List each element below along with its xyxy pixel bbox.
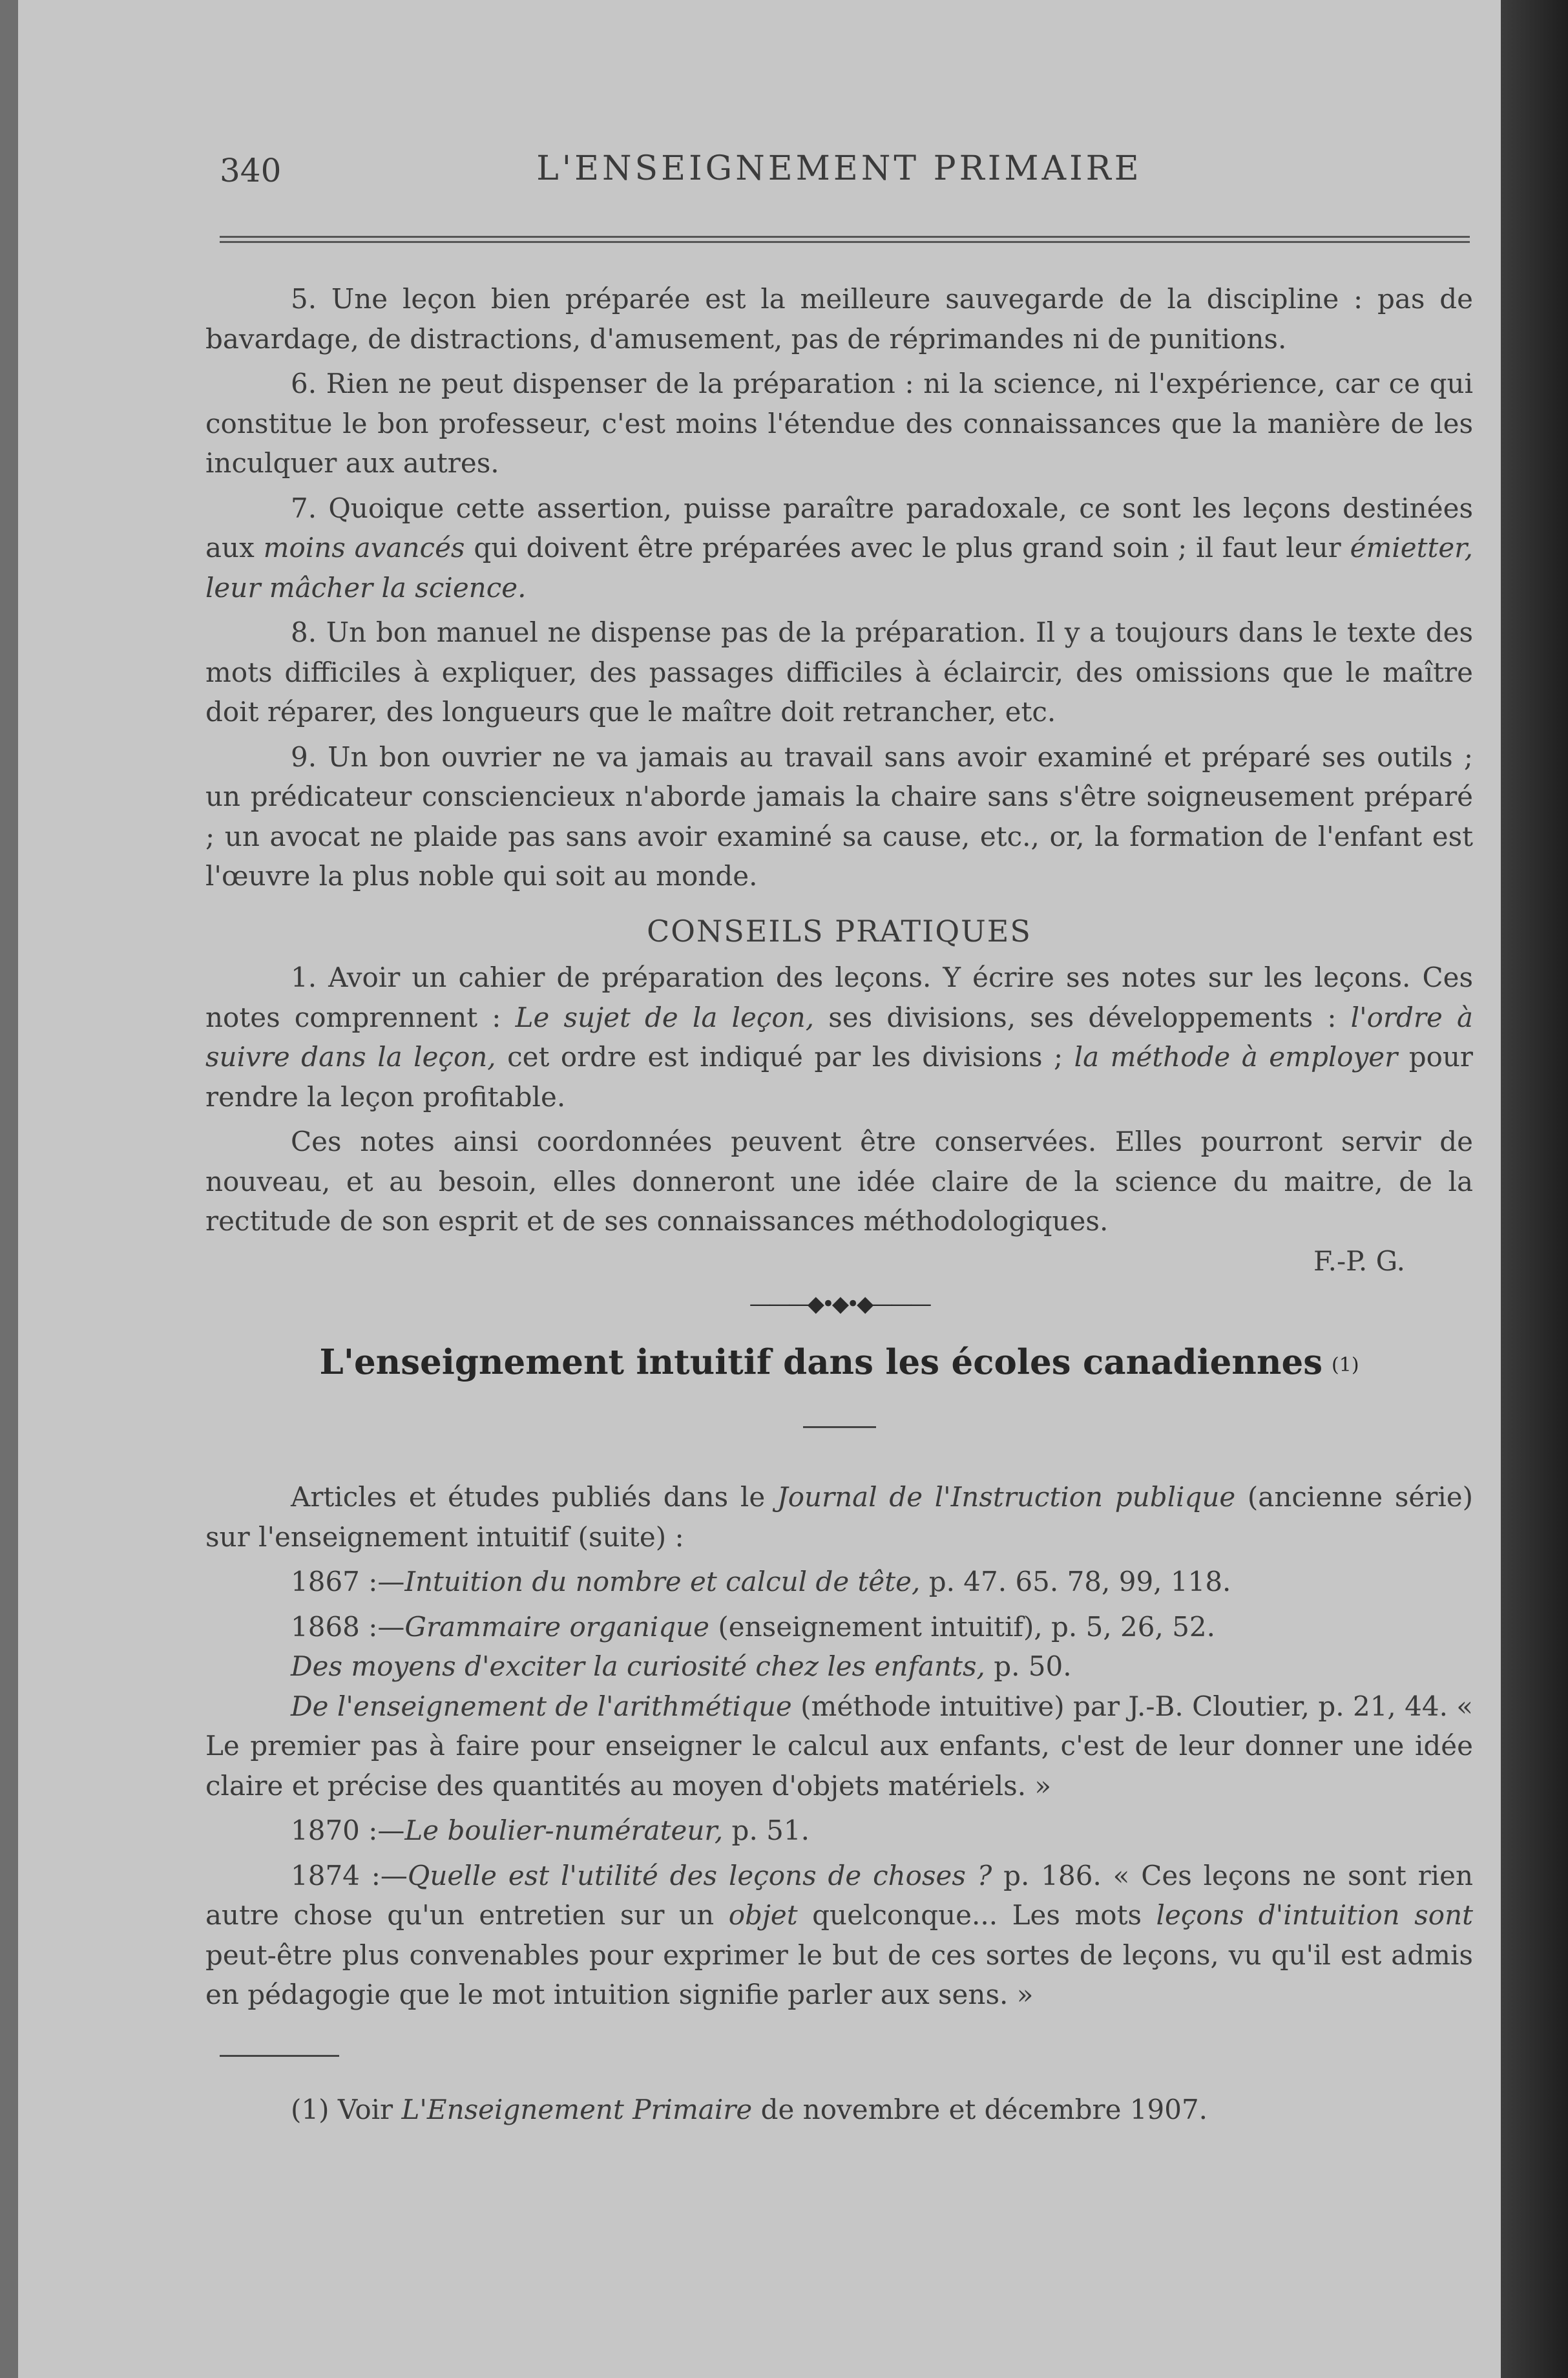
header-rule-bottom — [220, 241, 1470, 243]
header-rule-top — [220, 236, 1470, 238]
article-title: L'enseignement intuitif dans les écoles canadiennes (1) — [319, 1342, 1359, 1382]
footnote-text: (1) Voir L'Enseignement Primaire de novembre et décembre 1907. — [291, 2094, 1208, 2125]
paragraph-8: 8. Un bon manuel ne dispense pas de la préparation. Il y a toujours dans le texte des mots difficiles à expliquer, des passages difficiles à éclaircir, des omissions que le maître doit réparer, des longueurs que le maître doit retrancher, etc. — [205, 616, 1473, 728]
footnote-area — [205, 2055, 1473, 2129]
page-body — [205, 279, 1473, 2015]
footnote-ref: (1) — [1332, 1353, 1359, 1376]
author-signature: F.-P. G. — [1313, 1245, 1405, 1277]
paragraph-9: 9. Un bon ouvrier ne va jamais au travail sans avoir examiné et préparé ses outils ; un prédicateur consciencieux n'aborde jamais la chaire sans s'être soigneusement préparé ; un avocat ne plaide pas sans avoir examiné sa cause, etc., or, la formation de l'enfant est l'œuvre la plus noble qui soit au monde. — [205, 741, 1473, 892]
running-title: L'ENSEIGNEMENT PRIMAIRE — [536, 149, 1142, 188]
entry-curiosite: Des moyens d'exciter la curiosité chez les enfants, p. 50. — [291, 1650, 1072, 1682]
article-intro: Articles et études publiés dans le Journal de l'Instruction publique (ancienne série) sur l'enseignement intuitif (suite) : — [205, 1481, 1474, 1553]
entry-1868: 1868 :—Grammaire organique (enseignement intuitif), p. 5, 26, 52. — [291, 1610, 1215, 1643]
section-heading-conseils: CONSEILS PRATIQUES — [647, 913, 1032, 949]
paragraph-6: 6. Rien ne peut dispenser de la préparation : ni la science, ni l'expérience, car ce qui constitue le bon professeur, c'est moins l'étendue des connaissances que la manière de les inculquer aux autres. — [205, 368, 1473, 479]
paragraph-5: 5. Une leçon bien préparée est la meilleure sauvegarde de la discipline : pas de bavardage, de distractions, d'amusement, pas de réprimandes ni de punitions. — [205, 283, 1473, 355]
paragraph-7: 7. Quoique cette assertion, puisse paraître paradoxale, ce sont les leçons destinées aux moins avancés qui doivent être préparées avec le plus grand soin ; il faut leur émietter, leur mâcher la science. — [205, 492, 1473, 604]
entry-arithmetique: De l'enseignement de l'arithmétique (méthode intuitive) par J.-B. Cloutier, p. 21, 44. « Le premier pas à faire pour enseigner le calcul aux enfants, c'est de leur donner une idée claire et précise des quantités au moyen d'objets matériels. » — [205, 1690, 1474, 1802]
footnote-rule — [220, 2055, 339, 2057]
ornament-divider: ———◆•◆•◆——— — [749, 1291, 930, 1317]
running-header — [205, 145, 1473, 204]
book-edge-shadow — [1501, 0, 1568, 2378]
page-number: 340 — [220, 152, 282, 189]
entry-1867: 1867 :—Intuition du nombre et calcul de tête, p. 47. 65. 78, 99, 118. — [291, 1566, 1231, 1597]
title-rule — [803, 1426, 876, 1428]
conseil-1: 1. Avoir un cahier de préparation des leçons. Y écrire ses notes sur les leçons. Ces notes comprennent : Le sujet de la leçon, ses divisions, ses développements : l'ordre à suivre dans la leçon, cet ordre est indiqué par les divisions ; la méthode à employer pour rendre la leçon profitable. — [205, 962, 1474, 1113]
entry-1874: 1874 :—Quelle est l'utilité des leçons de choses ? p. 186. « Ces leçons ne sont rien autre chose qu'un entretien sur un objet quelconque... Les mots leçons d'intuition sont peut-être plus convenables pour exprimer le but de ces sortes de leçons, vu qu'il est admis en pédagogie que le mot intuition signifie parler aux sens. » — [205, 1859, 1474, 2010]
entry-1870: 1870 :—Le boulier-numérateur, p. 51. — [291, 1815, 810, 1846]
conseil-2: Ces notes ainsi coordonnées peuvent être conservées. Elles pourront servir de nouveau, et au besoin, elles donneront une idée claire de la science du maitre, de la rectitude de son esprit et de ses connaissances méthodologiques. — [205, 1126, 1473, 1237]
